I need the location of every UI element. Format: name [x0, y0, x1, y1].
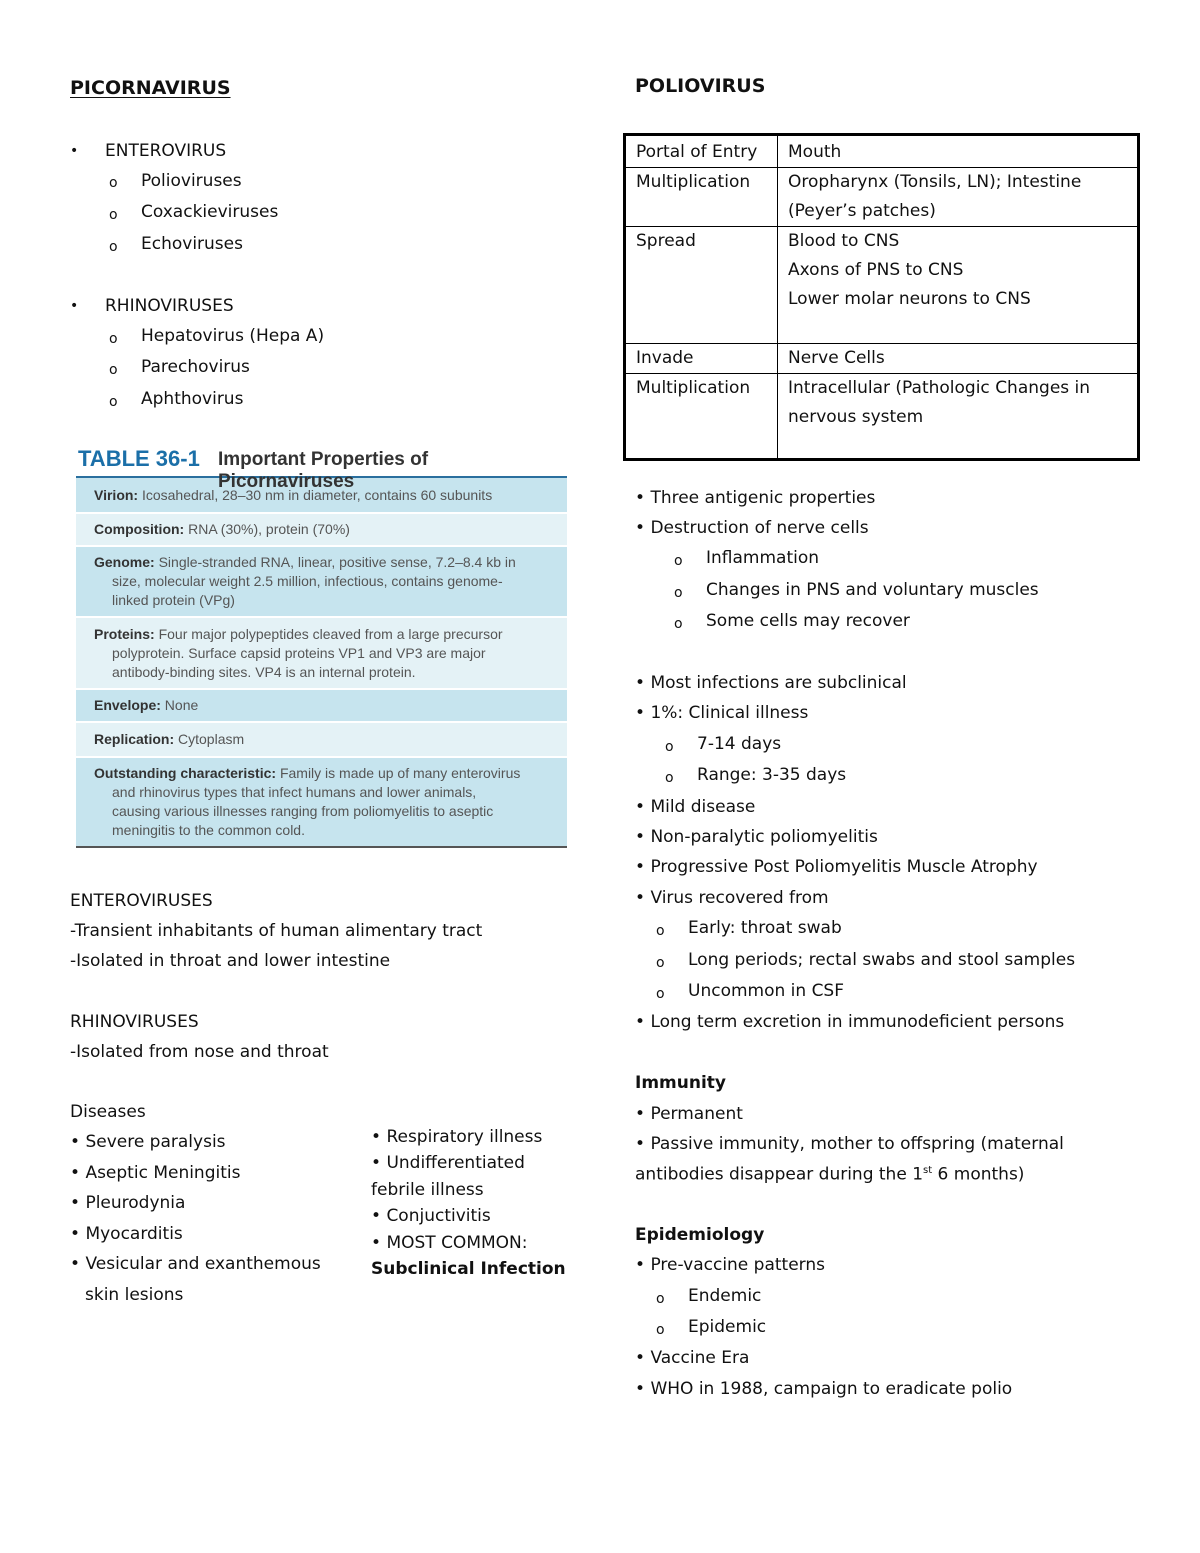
table-title: Important Properties of Picornaviruses	[218, 449, 429, 492]
cell-text: Intracellular (Pathologic Changes in	[788, 378, 1091, 398]
cell-text: Oropharynx (Tonsils, LN); Intestine	[788, 172, 1082, 192]
text-line: -Transient inhabitants of human alimentary tract	[70, 921, 483, 941]
list-item	[635, 890, 829, 907]
list-item	[635, 829, 878, 846]
bullet-glyph: •	[70, 1254, 81, 1274]
row-label: Proteins:	[94, 625, 155, 642]
list-item-text: Non-paralytic poliomyelitis	[650, 827, 878, 847]
poliovirus-table	[623, 133, 1140, 461]
row-text: RNA (30%), protein (70%)	[188, 521, 350, 537]
table-cell	[778, 344, 1139, 374]
list-item-continuation: skin lesions	[85, 1285, 184, 1305]
list-item	[70, 1256, 321, 1273]
bullet-glyph: •	[371, 1233, 382, 1253]
table-cell	[778, 168, 1139, 227]
list-item-text: Aseptic Meningitis	[85, 1163, 241, 1183]
enteroviruses-heading: ENTEROVIRUSES	[70, 891, 213, 911]
list-item-text: Most infections are subclinical	[650, 673, 907, 693]
row-text: Four major polypeptides cleaved from a large precursor	[158, 625, 503, 642]
table-cell	[778, 374, 1139, 460]
list-item-text: Vesicular and exanthemous	[85, 1254, 321, 1274]
list-item-text: Three antigenic properties	[650, 488, 876, 508]
list-item	[635, 520, 869, 537]
sub-item: Endemic	[688, 1286, 762, 1306]
list-item: Parechovirus	[141, 357, 250, 377]
list-item	[635, 1014, 1064, 1031]
sub-bullet-glyph: o	[674, 616, 683, 632]
sub-item: Changes in PNS and voluntary muscles	[706, 580, 1039, 600]
list-item-text: Myocarditis	[85, 1224, 183, 1244]
list-item	[70, 1165, 240, 1182]
list-item-text: 1%: Clinical illness	[650, 703, 809, 723]
list-item	[635, 1381, 1012, 1398]
epidemiology-heading: Epidemiology	[635, 1225, 765, 1245]
list-item-continuation: Subclinical Infection	[371, 1259, 566, 1279]
section-title: POLIOVIRUS	[635, 75, 766, 97]
row-label: Composition:	[94, 521, 185, 537]
bullet-glyph: •	[635, 1012, 646, 1032]
list-item	[371, 1235, 527, 1252]
page-title: PICORNAVIRUS	[70, 77, 231, 99]
sub-bullet-glyph: o	[109, 207, 118, 223]
list-item: Aphthovirus	[141, 389, 244, 409]
diseases-heading: Diseases	[70, 1102, 146, 1122]
list-item-text: Respiratory illness	[386, 1127, 543, 1147]
cell-text: Portal of Entry	[636, 142, 758, 162]
bullet-glyph: •	[635, 1255, 646, 1275]
row-label: Virion:	[94, 486, 139, 503]
bullet-glyph: •	[635, 888, 646, 908]
list-item-text: WHO in 1988, campaign to eradicate polio	[650, 1379, 1013, 1399]
row-label: Outstanding characteristic:	[94, 765, 277, 781]
table-row	[76, 512, 567, 545]
bullet-glyph: •	[635, 857, 646, 877]
sub-bullet-glyph: o	[109, 239, 118, 255]
cell-text: Multiplication	[636, 172, 751, 192]
row-text: Cytoplasm	[178, 731, 245, 747]
bullet-glyph: •	[371, 1127, 382, 1147]
rhinoviruses-heading: RHINOVIRUSES	[70, 1012, 199, 1032]
sub-bullet-glyph: o	[656, 1291, 665, 1307]
table-cell	[778, 135, 1139, 168]
list-item: Coxackieviruses	[141, 202, 279, 222]
bullet-glyph: •	[635, 703, 646, 723]
bullet-glyph: •	[70, 1224, 81, 1244]
row-text: Family is made up of many enterovirus	[279, 765, 521, 781]
table-row	[625, 374, 1139, 460]
list-item	[70, 1134, 226, 1151]
row-label: Envelope:	[94, 697, 161, 713]
list-item	[635, 1350, 749, 1367]
superscript: st	[923, 1165, 933, 1176]
properties-table	[76, 446, 567, 848]
row-label: Replication:	[94, 731, 175, 747]
bullet-glyph: •	[70, 1193, 81, 1213]
list-item	[635, 675, 907, 692]
cell-text: nervous system	[788, 407, 924, 427]
cell-text: Invade	[636, 348, 694, 368]
table-body	[76, 476, 567, 848]
table-row	[76, 545, 567, 616]
list-item-text: Severe paralysis	[85, 1132, 226, 1152]
bullet-glyph: •	[70, 143, 79, 159]
bullet-glyph: •	[635, 1379, 646, 1399]
list-item: Polioviruses	[141, 171, 242, 191]
list-item-text: Vaccine Era	[650, 1348, 750, 1368]
bullet-glyph: •	[635, 797, 646, 817]
row-text: Icosahedral, 28–30 nm in diameter, contains 60 subunits	[141, 486, 493, 503]
sub-bullet-glyph: o	[656, 923, 665, 939]
table-number: TABLE 36-1	[78, 446, 200, 471]
row-text: size, molecular weight 2.5 million, infectious, contains genome-	[112, 573, 503, 589]
table-row	[76, 756, 567, 846]
sub-bullet-glyph: o	[665, 739, 674, 755]
list-item: Echoviruses	[141, 234, 243, 254]
cell-text: Multiplication	[636, 378, 751, 398]
table-cell	[778, 227, 1139, 344]
cell-text: Spread	[636, 231, 696, 251]
row-text: polyprotein. Surface capsid proteins VP1 and VP3 are major	[112, 644, 486, 661]
bullet-glyph: •	[70, 1132, 81, 1152]
table-cell	[625, 344, 778, 374]
bullet-glyph: •	[635, 1134, 646, 1154]
list-item: Hepatovirus (Hepa A)	[141, 326, 325, 346]
sub-bullet-glyph: o	[674, 553, 683, 569]
table-row	[76, 688, 567, 721]
bullet-glyph: •	[70, 298, 79, 314]
cell-text: Axons of PNS to CNS	[788, 260, 964, 280]
list-item-text: Long term excretion in immunodeficient persons	[650, 1012, 1065, 1032]
bullet-glyph: •	[371, 1153, 382, 1173]
sub-bullet-glyph: o	[656, 955, 665, 971]
row-text: and rhinovirus types that infect humans and lower animals,	[112, 784, 477, 800]
bullet-glyph: •	[635, 518, 646, 538]
cell-text: Mouth	[788, 142, 842, 162]
list-item	[635, 490, 875, 507]
table-row	[625, 135, 1139, 168]
sub-item: Early: throat swab	[688, 918, 842, 938]
list-item-text: Virus recovered from	[650, 888, 829, 908]
sub-bullet-glyph: o	[674, 585, 683, 601]
list-item-text: Conjuctivitis	[386, 1206, 491, 1226]
list-item	[371, 1208, 491, 1225]
table-row	[76, 616, 567, 688]
list-item	[371, 1155, 525, 1172]
bullet-glyph: •	[635, 827, 646, 847]
list-item	[635, 1106, 743, 1123]
sub-item: Long periods; rectal swabs and stool samples	[688, 950, 1076, 970]
table-row	[625, 168, 1139, 227]
list-item	[635, 1136, 1064, 1153]
text-line: -Isolated in throat and lower intestine	[70, 951, 391, 971]
sub-bullet-glyph: o	[656, 1322, 665, 1338]
sub-item: Some cells may recover	[706, 611, 910, 631]
table-cell	[625, 168, 778, 227]
table-cell	[625, 135, 778, 168]
text-run: 6 months)	[932, 1164, 1025, 1185]
sub-bullet-glyph: o	[665, 770, 674, 786]
bullet-glyph: •	[635, 1104, 646, 1124]
row-text: None	[164, 697, 199, 713]
row-text: Single-stranded RNA, linear, positive sense, 7.2–8.4 kb in	[158, 554, 516, 570]
bullet-glyph: •	[70, 1163, 81, 1183]
table-row	[625, 344, 1139, 374]
list-item	[635, 1257, 825, 1274]
cell-text: Blood to CNS	[788, 231, 900, 251]
sub-item: Inflammation	[706, 548, 820, 568]
table-row	[76, 721, 567, 756]
sub-bullet-glyph: o	[109, 331, 118, 347]
enterovirus-label: ENTEROVIRUS	[105, 141, 227, 161]
list-item-text: MOST COMMON:	[386, 1233, 528, 1253]
sub-bullet-glyph: o	[109, 362, 118, 378]
sub-bullet-glyph: o	[109, 394, 118, 410]
bullet-glyph: •	[635, 488, 646, 508]
cell-text: Nerve Cells	[788, 348, 885, 368]
sub-bullet-glyph: o	[109, 175, 118, 191]
list-item-text: Undifferentiated	[386, 1153, 525, 1173]
list-item	[70, 1226, 183, 1243]
text-run: antibodies disappear during the 1	[635, 1164, 924, 1185]
list-item-text: Permanent	[650, 1104, 743, 1124]
list-item-continuation: febrile illness	[371, 1180, 484, 1200]
sub-item: Uncommon in CSF	[688, 981, 845, 1001]
table-cell	[625, 374, 778, 460]
sub-item: 7-14 days	[697, 734, 782, 754]
table-row	[625, 227, 1139, 344]
list-item	[635, 705, 808, 722]
list-item-text: Mild disease	[650, 797, 756, 817]
list-item-continuation	[635, 1166, 1024, 1184]
bullet-glyph: •	[635, 673, 646, 693]
row-text: causing various illnesses ranging from poliomyelitis to aseptic	[112, 803, 494, 819]
cell-text: Lower molar neurons to CNS	[788, 289, 1031, 309]
cell-text: (Peyer’s patches)	[788, 201, 936, 221]
list-item-text: Pre-vaccine patterns	[650, 1255, 825, 1275]
list-item-text: Destruction of nerve cells	[650, 518, 869, 538]
list-item-text: Progressive Post Poliomyelitis Muscle Atrophy	[650, 857, 1038, 877]
table-cell	[625, 227, 778, 344]
table-title-bar	[76, 446, 567, 492]
sub-bullet-glyph: o	[656, 986, 665, 1002]
list-item-text: Passive immunity, mother to offspring (maternal	[650, 1134, 1064, 1154]
sub-item: Range: 3-35 days	[697, 765, 847, 785]
bullet-glyph: •	[635, 1348, 646, 1368]
list-item	[635, 859, 1038, 876]
row-text: meningitis to the common cold.	[112, 822, 305, 838]
bullet-glyph: •	[371, 1206, 382, 1226]
sub-item: Epidemic	[688, 1317, 767, 1337]
rhinoviruses-label: RHINOVIRUSES	[105, 296, 234, 316]
text-line: -Isolated from nose and throat	[70, 1042, 329, 1062]
list-item	[635, 799, 755, 816]
immunity-heading: Immunity	[635, 1073, 726, 1093]
list-item-text: Pleurodynia	[85, 1193, 186, 1213]
row-label: Genome:	[94, 554, 155, 570]
row-text: antibody-binding sites. VP4 is an internal protein.	[112, 663, 416, 680]
list-item	[70, 1195, 185, 1212]
list-item	[371, 1129, 542, 1146]
row-text: linked protein (VPg)	[112, 592, 235, 608]
